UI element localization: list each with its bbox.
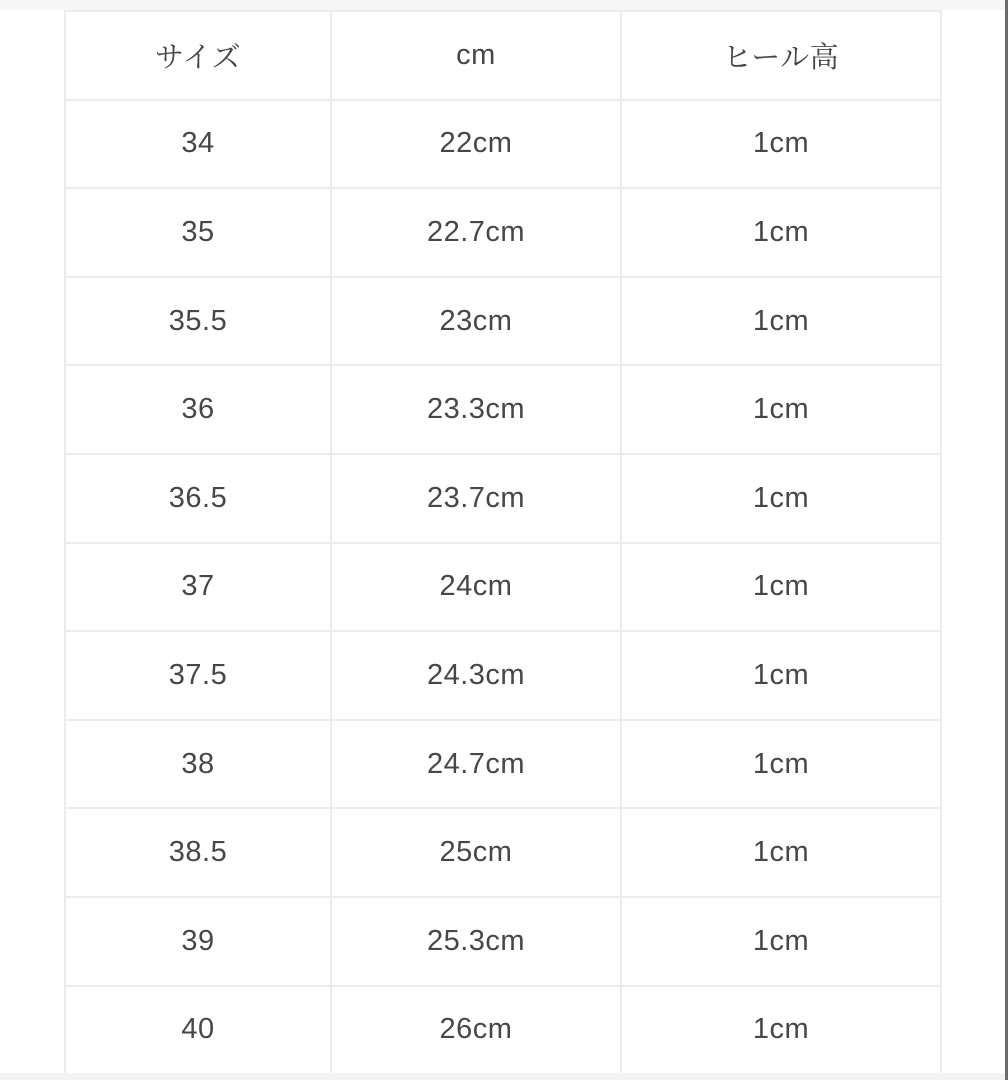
table-row xyxy=(65,720,941,809)
table-row xyxy=(65,543,941,632)
table-row xyxy=(65,808,941,897)
cm-cell: 25.3cm xyxy=(331,897,621,986)
cm-cell: 23cm xyxy=(331,277,621,366)
heel-height-cell: 1cm xyxy=(621,631,941,720)
table-row xyxy=(65,188,941,277)
size-cell: 34 xyxy=(65,100,331,189)
size-chart-table xyxy=(64,10,942,1075)
size-cell: 35.5 xyxy=(65,277,331,366)
table-row xyxy=(65,631,941,720)
table-row xyxy=(65,277,941,366)
column-header-size: サイズ xyxy=(65,11,331,100)
size-cell: 37 xyxy=(65,543,331,632)
cm-cell: 24.3cm xyxy=(331,631,621,720)
heel-height-cell: 1cm xyxy=(621,808,941,897)
size-chart-body xyxy=(65,100,941,1075)
size-cell: 39 xyxy=(65,897,331,986)
cm-cell: 22cm xyxy=(331,100,621,189)
size-cell: 37.5 xyxy=(65,631,331,720)
size-cell: 36.5 xyxy=(65,454,331,543)
cm-cell: 24.7cm xyxy=(331,720,621,809)
size-cell: 38 xyxy=(65,720,331,809)
table-row xyxy=(65,454,941,543)
table-row xyxy=(65,897,941,986)
heel-height-cell: 1cm xyxy=(621,454,941,543)
heel-height-cell: 1cm xyxy=(621,720,941,809)
heel-height-cell: 1cm xyxy=(621,897,941,986)
cm-cell: 23.7cm xyxy=(331,454,621,543)
header-row xyxy=(65,11,941,100)
table-row xyxy=(65,986,941,1075)
heel-height-cell: 1cm xyxy=(621,365,941,454)
heel-height-cell: 1cm xyxy=(621,277,941,366)
cm-cell: 26cm xyxy=(331,986,621,1075)
table-row xyxy=(65,100,941,189)
cm-cell: 22.7cm xyxy=(331,188,621,277)
column-header-heel-height: ヒール高 xyxy=(621,11,941,100)
cm-cell: 25cm xyxy=(331,808,621,897)
top-margin-strip xyxy=(0,0,1008,10)
cm-cell: 23.3cm xyxy=(331,365,621,454)
heel-height-cell: 1cm xyxy=(621,543,941,632)
size-cell: 36 xyxy=(65,365,331,454)
column-header-cm: cm xyxy=(331,11,621,100)
cm-cell: 24cm xyxy=(331,543,621,632)
size-cell: 40 xyxy=(65,986,331,1075)
size-cell: 38.5 xyxy=(65,808,331,897)
size-cell: 35 xyxy=(65,188,331,277)
heel-height-cell: 1cm xyxy=(621,188,941,277)
heel-height-cell: 1cm xyxy=(621,986,941,1075)
bottom-margin-strip xyxy=(0,1073,1008,1080)
heel-height-cell: 1cm xyxy=(621,100,941,189)
table-row xyxy=(65,365,941,454)
